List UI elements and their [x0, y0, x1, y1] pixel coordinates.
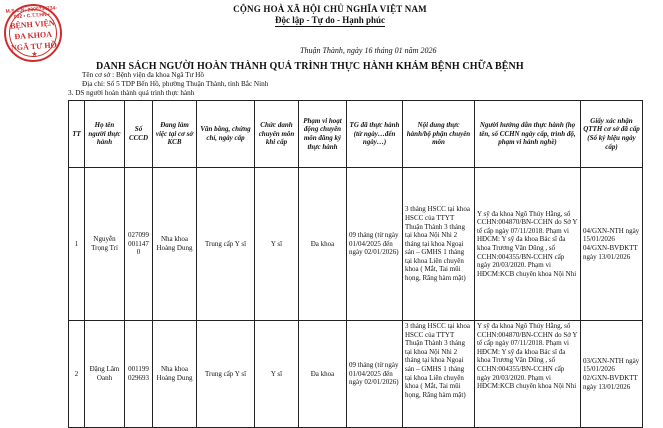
nation-name: CỘNG HOÀ XÃ HỘI CHỦ NGHĨA VIỆT NAM [233, 4, 427, 14]
section-heading: 3. DS người hoàn thành quá trình thực hành [68, 89, 195, 97]
cell-degree: Trung cấp Y sĩ [197, 321, 255, 428]
cell-period: 09 tháng (từ ngày 01/04/2025 đến ngày 02/01/2026) [347, 168, 403, 321]
col-header-title: Chức danh chuyên môn khi cấp [255, 101, 299, 168]
cell-content: 3 tháng HSCC tại khoa HSCC của TTYT Thuận Thành 3 tháng tại khoa Nội Nhi 2 tháng tại khoa Ngoại sản – GMHS 1 tháng tại khoa Liên chuyên khoa ( Mắt, Tai mũi họng, Răng hàm mặt) [403, 168, 475, 321]
cell-title: Y sĩ [255, 321, 299, 428]
hospital-seal [2, 2, 64, 64]
col-header-certificate: Giấy xác nhận QTTH cơ sở đã cấp (Số ký hiệu ngày cấp) [581, 101, 643, 168]
facility-name: Tên cơ sở : Bệnh viện đa khoa Ngã Tư Hồ [82, 71, 204, 79]
cell-workplace: Nha khoa Hoàng Dung [153, 321, 197, 428]
national-motto: Độc lập - Tự do - Hạnh phúc [274, 15, 385, 25]
col-header-tt: TT [69, 101, 85, 168]
cell-scope: Đa khoa [299, 321, 347, 428]
document-title: DANH SÁCH NGƯỜI HOÀN THÀNH QUÁ TRÌNH THỰC HÀNH KHÁM BỆNH CHỮA BỆNH [96, 61, 524, 72]
cell-degree: Trung cấp Y sĩ [197, 168, 255, 321]
col-header-workplace: Đang làm việc tại cơ sở KCB [153, 101, 197, 168]
col-header-content: Nội dung thực hành/bộ phận chuyên môn [403, 101, 475, 168]
table-row [69, 168, 643, 321]
cell-supervisor: Y sỹ đa khoa Ngô Thúy Hằng, số CCHN:004870/BN-CCHN do Sở Y tế cấp ngày 07/11/2018. Phạm vi HĐCM: Y sỹ đa khoa Bác sĩ đa khoa Trương Văn Dũng , số CCHN:004355/BN-CCHN cấp ngày 20/03/2020. Phạm vi HĐCM:KCB chuyên khoa Nội Nhi [475, 168, 581, 321]
seal-code: M.S.C.N: 2300734734-002 • C.T.T.HN • [5, 5, 58, 21]
col-header-scope: Phạm vi hoạt động chuyên môn đăng ký thực hành [299, 101, 347, 168]
table-header-row [69, 101, 643, 168]
col-header-supervisor: Người hướng dẫn thực hành (họ tên, số CCHN ngày cấp, trình độ, phạm vi hành nghề) [475, 101, 581, 168]
cell-name: Đặng Lâm Oanh [85, 321, 125, 428]
cell-period: 09 tháng (từ ngày 01/04/2025 đến ngày 02/01/2026) [347, 321, 403, 428]
cell-supervisor: Y sỹ đa khoa Ngô Thúy Hằng, số CCHN:004870/BN-CCHN do Sở Y tế cấp ngày 07/11/2018. Phạm vi HĐCM: Y sỹ đa khoa Bác sĩ đa khoa Trương Văn Dũng , số CCHN:004355/BN-CCHN cấp ngày 20/03/2020. Phạm vi HĐCM:KCB chuyên khoa Nội Nhi [475, 321, 581, 428]
seal-line-3: NGÃ TƯ HỒ [10, 40, 58, 53]
cell-cccd: 027099 001147 0 [125, 168, 153, 321]
practitioner-table [68, 100, 643, 428]
cell-workplace: Nha khoa Hoàng Dung [153, 168, 197, 321]
cell-certificate: 04/GXN-NTH ngày 15/01/2026 04/GXN-BVĐKTT ngày 13/01/2026 [581, 168, 643, 321]
cell-certificate: 03/GXN-NTH ngày 15/01/2026 02/GXN-BVĐKTT ngày 13/01/2026 [581, 321, 643, 428]
cell-tt: 1 [69, 168, 85, 321]
cell-content: 3 tháng HSCC tại khoa HSCC của TTYT Thuận Thành 3 tháng tại khoa Nội Nhi 2 tháng tại khoa Ngoại sản – GMHS 1 tháng tại khoa Liên chuyên khoa ( Mắt, Tai mũi họng, Răng hàm mặt) [403, 321, 475, 428]
table-row [69, 321, 643, 428]
seal-line-2: ĐA KHOA [14, 29, 53, 42]
seal-star: ★ [31, 51, 38, 59]
cell-tt: 2 [69, 321, 85, 428]
cell-scope: Đa khoa [299, 168, 347, 321]
cell-name: Nguyễn Trọng Trí [85, 168, 125, 321]
col-header-name: Họ tên người thực hành [85, 101, 125, 168]
motto-underline [275, 26, 385, 27]
facility-address: Địa chỉ: Số 5 TDP Bến Hồ, phường Thuận Thành, tỉnh Bắc Ninh [82, 80, 269, 88]
col-header-degree: Văn bằng, chứng chỉ, ngày cấp [197, 101, 255, 168]
national-header [180, 4, 480, 27]
cell-title: Y sĩ [255, 168, 299, 321]
col-header-period: TG đã thực hành (từ ngày…đến ngày…) [347, 101, 403, 168]
cell-cccd: 001199 029693 [125, 321, 153, 428]
seal-line-1: BỆNH VIỆN [9, 18, 55, 31]
col-header-cccd: Số CCCD [125, 101, 153, 168]
date-line: Thuận Thành, ngày 16 tháng 01 năm 2026 [300, 46, 437, 55]
